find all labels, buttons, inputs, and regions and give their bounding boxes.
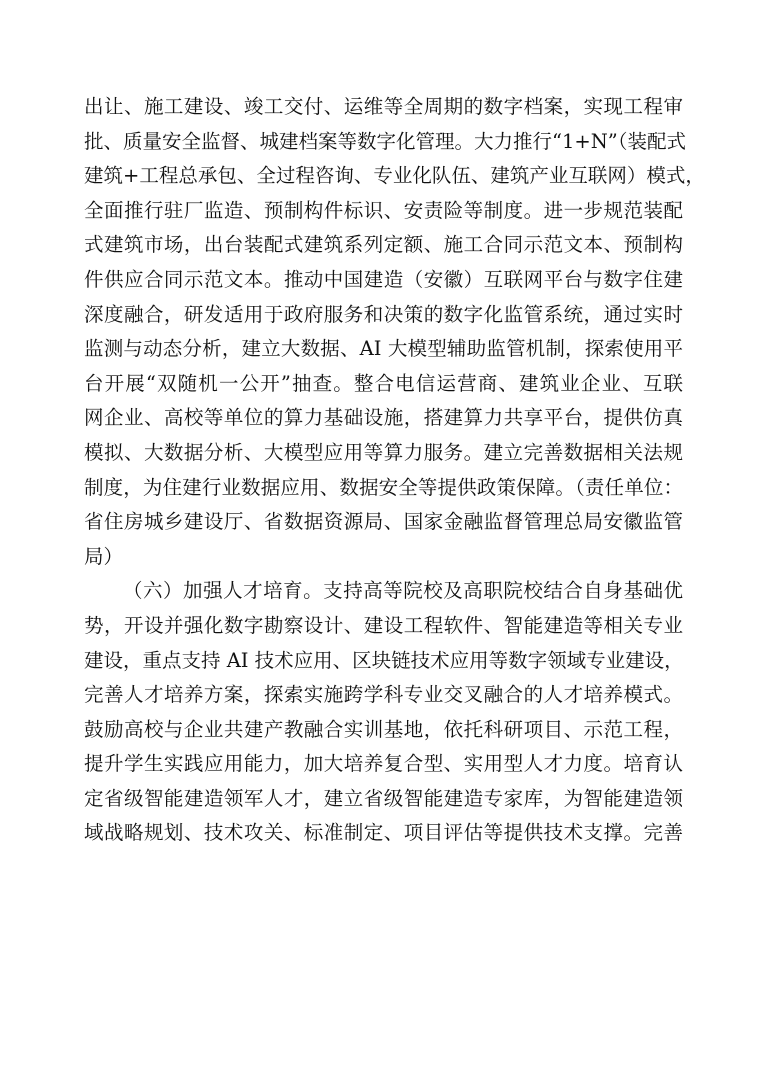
section-heading-line: （六）加强人才培育。支持高等院校及高职院校结合自身基础优 (123, 579, 683, 603)
text-line: 势，开设并强化数字勘察设计、建设工程软件、智能建造等相关专业 (84, 613, 683, 637)
paragraph-2 (84, 574, 683, 851)
text-line: 网企业、高校等单位的算力基础设施，搭建算力共享平台，提供仿真 (84, 406, 683, 430)
text-line: 全面推行驻厂监造、预制构件标识、安责险等制度。进一步规范装配 (84, 198, 683, 222)
text-line: 件供应合同示范文本。推动中国建造（安徽）互联网平台与数字住建 (84, 267, 683, 291)
text-line: 监测与动态分析，建立大数据、AI 大模型辅助监管机制，探索使用平 (84, 337, 683, 361)
text-line: 式建筑市场，出台装配式建筑系列定额、施工合同示范文本、预制构 (84, 233, 683, 257)
text-line: 深度融合，研发适用于政府服务和决策的数字化监管系统，通过实时 (84, 302, 683, 326)
text-line: 定省级智能建造领军人才，建立省级智能建造专家库，为智能建造领 (84, 786, 683, 810)
text-line: 完善人才培养方案，探索实施跨学科专业交叉融合的人才培养模式。 (84, 683, 683, 707)
text-line: 模拟、大数据分析、大模型应用等算力服务。建立完善数据相关法规 (84, 440, 683, 464)
text-line: 批、质量安全监督、城建档案等数字化管理。大力推行“1+N”（装配式 (84, 129, 686, 153)
text-line: 局） (84, 544, 124, 568)
text-line: 提升学生实践应用能力，加大培养复合型、实用型人才力度。培育认 (84, 752, 683, 776)
text-line: 域战略规划、技术攻关、标准制定、项目评估等提供技术支撑。完善 (84, 821, 683, 845)
text-line: 台开展“双随机一公开”抽查。整合电信运营商、建筑业企业、互联 (84, 371, 683, 395)
text-line: 出让、施工建设、竣工交付、运维等全周期的数字档案，实现工程审 (84, 95, 683, 118)
paragraph-1 (84, 90, 705, 574)
document-body (84, 90, 705, 851)
text-line: 建设，重点支持 AI 技术应用、区块链技术应用等数字领域专业建设， (84, 648, 684, 672)
text-line: 鼓励高校与企业共建产教融合实训基地，依托科研项目、示范工程， (84, 717, 683, 741)
text-line: 制度，为住建行业数据应用、数据安全等提供政策保障。（责任单位： (84, 475, 683, 499)
text-line: 建筑+工程总承包、全过程咨询、专业化队伍、建筑产业互联网）模式， (84, 164, 705, 188)
text-line: 省住房城乡建设厅、省数据资源局、国家金融监督管理总局安徽监管 (84, 510, 683, 534)
